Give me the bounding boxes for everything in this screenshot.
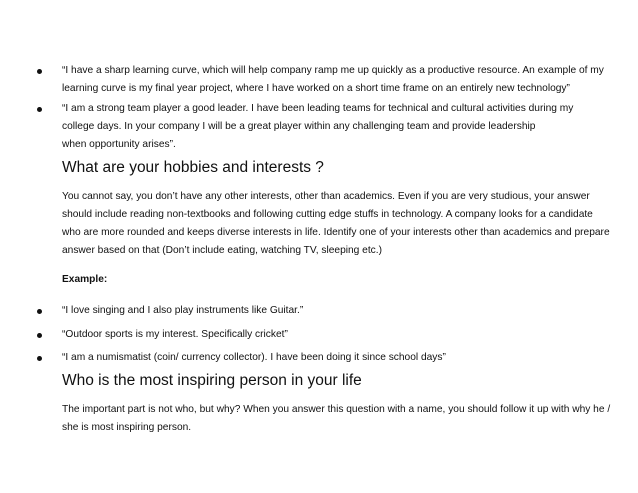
bullet-marker xyxy=(37,356,42,361)
bullet-marker xyxy=(37,107,42,112)
text-line: college days. In your company I will be a great player within any challenging team and provide leadership xyxy=(62,121,536,132)
example-bullet-2: “Outdoor sports is my interest. Specifically cricket” xyxy=(62,329,288,340)
example-bullet-1: “I love singing and I also play instruments like Guitar.” xyxy=(62,305,304,316)
bullet-marker xyxy=(37,69,42,74)
text-line: “I am a strong team player a good leader. I have been leading teams for technical and cultural activities during my xyxy=(62,103,574,114)
text-line: she is most inspiring person. xyxy=(62,422,192,433)
text-line: You cannot say, you don’t have any other interests, other than academics. Even if you are very studious, your answer xyxy=(62,191,590,202)
text-line: “I have a sharp learning curve, which will help company ramp me up quickly as a productive resource. An example of my xyxy=(62,65,604,76)
inspiring-heading: Who is the most inspiring person in your life xyxy=(62,372,362,389)
example-label: Example: xyxy=(62,274,108,285)
hobbies-paragraph xyxy=(62,188,610,260)
bullet-marker xyxy=(37,333,42,338)
text-line: The important part is not who, but why? When you answer this question with a name, you should follow it up with why he / xyxy=(62,404,611,415)
inspiring-paragraph xyxy=(62,401,610,437)
intro-bullet-2 xyxy=(62,100,622,154)
intro-bullet-1 xyxy=(62,62,622,98)
text-line: who are more rounded and keeps diverse interests in life. Identify one of your interests other than academics and prepare xyxy=(62,227,610,238)
text-line: should include reading non-textbooks and following cutting edge stuffs in technology. A company looks for a candidate xyxy=(62,209,593,220)
text-line: when opportunity arises”. xyxy=(62,139,176,150)
text-line: answer based on that (Don’t include eating, watching TV, sleeping etc.) xyxy=(62,245,382,256)
example-bullet-3: “I am a numismatist (coin/ currency collector). I have been doing it since school days” xyxy=(62,352,446,363)
hobbies-heading: What are your hobbies and interests ? xyxy=(62,159,324,176)
bullet-marker xyxy=(37,309,42,314)
text-line: learning curve is my final year project, where I have worked on a short time frame on an entirely new technology” xyxy=(62,83,570,94)
